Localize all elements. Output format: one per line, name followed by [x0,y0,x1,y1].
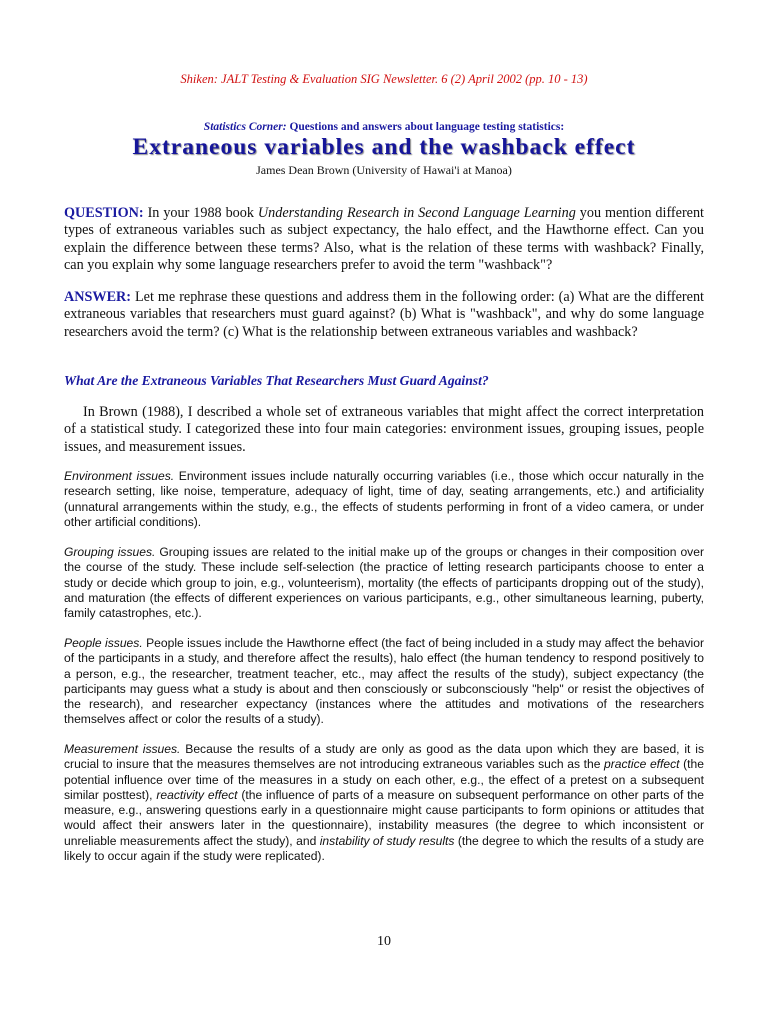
grouping-issues-paragraph [64,545,704,621]
question-text-after: you mention different types of extraneous variables such as subject expectancy, the halo effect, and the Hawthorne effect. Can you explain the difference between these terms? Also, what is the relation of these terms with washback? Finally, can you explain why some language researchers prefer to avoid the term "washback"? [64,205,705,273]
practice-effect-term: practice effect [604,757,680,772]
journal-citation: Shiken: JALT Testing & Evaluation SIG Newsletter. 6 (2) April 2002 (pp. 10 - 13) [180,72,588,86]
environment-issues-paragraph [64,469,704,530]
environment-issues-text: Environment issues include naturally occurring variables (i.e., those which occur naturally in the research setting, like noise, temperature, adequacy of light, time of day, seating arrangements, etc.) and artificiality (unnatural arrangements within the study, e.g., the effects of students performing in front of a video camera, or under other artificial conditions). [64,469,704,529]
question-text-before: In your 1988 book [143,205,258,221]
measurement-text-1: Because the results of a study are only as good as the data upon which they are based, it is crucial to insure that the measures themselves are not introducing extraneous variables such as the [64,742,704,772]
section-intro: In Brown (1988), I described a whole set of extraneous variables that might affect the correct interpretation of a statistical study. I categorized these into four main categories: environment issues, grouping issues, people issues, and measurement issues. [64,404,704,455]
column-label [0,121,768,133]
instability-term: instability of study results [319,833,455,848]
question-paragraph [64,205,704,274]
author-line: James Dean Brown (University of Hawai'i at Manoa) [256,163,512,177]
measurement-issues-label: Measurement issues. [64,742,181,756]
measurement-text-2: (the potential influence over time of the measures in a study on each other, e.g., the effect of a pretest on a subsequent similar posttest), [64,757,704,802]
corner-label: Statistics Corner: [203,121,287,133]
answer-label: ANSWER: [64,289,132,305]
answer-paragraph [64,289,704,341]
book-title: Understanding Research in Second Language Learning [257,205,576,221]
people-issues-text: People issues include the Hawthorne effect (the fact of being included in a study may affect the behavior of the participants in a study, and therefore affect the results), halo effect (the human tendency to respond positively to a person, e.g., the researcher, treatment teacher, etc., may affect the results of the study), subject expectancy (the participants may guess what a study is about and then consciously or subconsciously "help" or resist the objectives of the research), and researcher expectancy (instances where the attitudes and motivations of the researchers themselves affect or color the results of a study). [64,636,704,727]
environment-issues-label: Environment issues. [64,469,175,483]
grouping-issues-label: Grouping issues. [64,545,156,559]
grouping-issues-text: Grouping issues are related to the initial make up of the groups or changes in their composition over the course of the study. These include self-selection (the practice of letting research participants choose to enter a study or decide which group to join, e.g., volunteerism), mortality (the effects of participants dropping out of the study), and maturation (the effects of different experiences on various participants, e.g., other simultaneous learning, puberty, family catastrophes, etc.). [64,545,704,621]
article-title: Extraneous variables and the washback effect [132,134,636,160]
people-issues-label: People issues. [64,636,143,650]
measurement-issues-paragraph [64,742,704,864]
measurement-text-4: (the degree to which the results of a study are likely to occur again if the study were replicated). [64,833,705,864]
people-issues-paragraph [64,636,704,728]
corner-subtitle: Questions and answers about language testing statistics: [289,121,565,133]
question-label: QUESTION: [64,205,144,221]
page-number: 10 [377,934,391,949]
reactivity-effect-term: reactivity effect [156,787,238,802]
measurement-text-3: (the influence of parts of a measure on subsequent performance on other parts of the measure, e.g., answering questions early in a questionnaire might cause participants to form opinions or attitudes that would affect their answers later in the questionnaire), instability measures (the degree to which inconsistent or unreliable measurements affect the study), and [64,787,704,848]
section-heading: What Are the Extraneous Variables That Researchers Must Guard Against? [64,373,489,388]
answer-text: Let me rephrase these questions and address them in the following order: (a) What are the different extraneous variables that researchers must guard against? (b) What is "washback", and why do some language researchers avoid the term? (c) What is the relationship between extraneous variables and washback? [64,289,704,340]
